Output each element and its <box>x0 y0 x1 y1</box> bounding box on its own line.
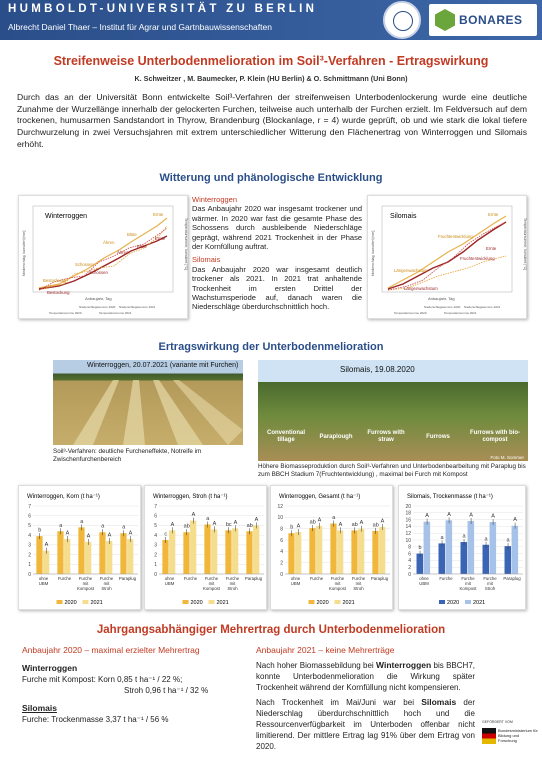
photo1-caption: Soil³-Verfahren: deutliche Furcheneffekte, Notreife im Zwischenfurchenbereich <box>53 448 202 463</box>
chart-3-letter-1-0: A <box>425 513 429 520</box>
right-paragraph-2: Nach Trockenheit im Mai/Juni war bei Silomais der Niederschlag überdurchschnittlich hoch und die Ressourcenverfügbarkeit im Unterboden offenbar nicht limitierend. Der mittlere Ertrag lag 91% über dem Ertrag von 2020. <box>256 697 475 751</box>
chart-2-letter-1-2: A <box>338 521 343 528</box>
chart-0-xtick-0-1: UBM <box>38 581 49 586</box>
chart-3-bar-1-4 <box>512 526 519 574</box>
chart-2-bar-0-1 <box>309 528 315 574</box>
chart-3-ytick-0: 0 <box>408 571 411 578</box>
chart-2-ytick-2: 4 <box>280 549 283 556</box>
chart-2-xtick-4-0: Paraplug <box>370 576 389 581</box>
chart-2-xtick-1-0: Furche <box>309 576 324 581</box>
chart-2-legend-swatch-2021 <box>335 600 341 604</box>
chart-3-legend-2020: 2020 <box>447 600 460 606</box>
authors: K. Schweitzer , M. Baumecker, P. Klein (HU Berlin) & O. Schmittmann (Uni Bonn) <box>134 74 408 83</box>
photo2-tag-2: Paraplough <box>319 434 353 440</box>
chart-2-bar-0-0 <box>288 533 294 574</box>
chart-3-ytick-8: 16 <box>405 517 411 524</box>
chart-0-xtick-3-1: mit <box>103 581 110 586</box>
chart-2-bar-1-3 <box>358 529 364 574</box>
chart-1-ytick-7: 7 <box>154 503 157 510</box>
sm-legend-4: Temperatursumme 2021 <box>444 311 477 315</box>
left-sm-line: Furche: Trockenmasse 3,37 t ha⁻¹ / 56 % <box>22 715 169 724</box>
chart-0-ytick-4: 4 <box>28 532 31 539</box>
chart-0-bar-1-2 <box>85 542 91 574</box>
chart-2-xtick-0-0: ohne <box>290 576 301 581</box>
chart-3-bar-1-2 <box>468 521 475 574</box>
chart-2-letter-0-3: ab <box>351 521 358 528</box>
chart-3-letter-0-0: b <box>418 545 422 552</box>
photo2-tag-4: Furrows <box>426 434 450 440</box>
chart-0-letter-1-2: A <box>86 533 91 540</box>
chart-3-bar-1-3 <box>490 522 497 574</box>
photo-winterroggen <box>53 360 243 445</box>
chart-1-letter-0-3: bc <box>225 521 232 528</box>
chart-2-ytick-3: 6 <box>280 537 283 544</box>
chart-1-xtick-3-1: mit <box>229 581 236 586</box>
wr-stage-2021-1: Bestockung <box>47 290 70 295</box>
chart-0-xtick-0-0: ohne <box>38 576 49 581</box>
chart-2-xtick-2-2: Kompost <box>329 586 346 591</box>
chart-1-xtick-0-1: UBM <box>164 581 175 586</box>
chart-3-bar-0-2 <box>461 542 468 574</box>
chart-3-ytick-3: 6 <box>408 551 411 558</box>
chart-2-bar-0-2 <box>330 524 336 574</box>
photo-winterroggen-furrows <box>53 360 243 445</box>
university-name: HUMBOLDT-UNIVERSITÄT ZU BERLIN <box>8 3 318 15</box>
chart-0-bar-1-1 <box>64 539 70 574</box>
chart-1-legend-swatch-2021 <box>209 600 215 604</box>
chart-2-ytick-5: 10 <box>277 515 283 522</box>
chart-0-legend-2021: 2021 <box>90 600 103 606</box>
chart-1-bar-1-2 <box>211 529 217 574</box>
wr-stage-2021-2: Schossen <box>89 270 108 275</box>
chart-0-letter-0-2: a <box>80 518 84 525</box>
chart-1-bar-0-1 <box>183 532 189 574</box>
chart-2-letter-1-4: A <box>380 518 385 525</box>
chart-3-ytick-1: 2 <box>408 565 411 571</box>
chart-2-bar-0-3 <box>351 530 357 574</box>
bar-chart-wr-korn-svg <box>19 486 142 611</box>
chart-2-ytick-1: 2 <box>280 560 283 567</box>
poster-title: Streifenweise Unterbodenmelioration im Soil³-Verfahren - Ertragswirkung <box>53 54 489 68</box>
wr-y-right: Temperatursumme, kumuliert [°C] <box>184 218 188 271</box>
left-head: Anbaujahr 2020 – maximal erzielter Mehrertrag <box>22 645 200 655</box>
chart-2-letter-1-1: A <box>317 517 322 524</box>
chart-0-xtick-2-1: mit <box>82 581 89 586</box>
chart-3-xtick-1-0: Furche <box>439 576 453 581</box>
sm-stage-2021-3: Ernte <box>486 246 497 251</box>
chart-0-bar-0-2 <box>78 527 84 574</box>
chart-3-ytick-5: 10 <box>405 537 411 544</box>
sm-stage-2020-1: Längenwachstum <box>394 268 428 273</box>
bar-chart-wr-stroh-svg <box>145 486 268 611</box>
wr-x-label: Anbaujahr, Tag <box>85 296 112 301</box>
pheno-text <box>192 195 362 312</box>
chart-1-bar-0-0 <box>162 540 168 574</box>
chart-2-xtick-3-1: mit <box>355 581 362 586</box>
chart-3-bar-1-1 <box>446 520 453 574</box>
wr-chart-title: Winterroggen <box>45 213 88 220</box>
chart-2-letter-0-0: b <box>290 524 294 531</box>
left-wr-line1: Furche mit Kompost: Korn 0,85 t ha⁻¹ / 22 %; <box>22 675 183 684</box>
wr-stage-2020-5: Ernte <box>153 212 164 217</box>
chart-0-letter-0-1: a <box>59 522 63 529</box>
bonares-logo: BONARES <box>429 4 537 36</box>
chart-3-letter-0-2: a <box>462 533 466 540</box>
sm-legend-1: Niederschlagssumme 2020 <box>424 305 461 309</box>
chart-3-xtick-4-0: Paraplug <box>503 576 521 581</box>
chart-2-bar-1-2 <box>337 530 343 574</box>
chart-1-bar-1-0 <box>169 530 175 574</box>
chart-0-letter-0-0: b <box>38 527 42 534</box>
chart-1-letter-1-0: A <box>170 521 175 528</box>
sm-stage-2021-1: Längenwachstum <box>404 286 438 291</box>
chart-3-letter-1-4: A <box>513 517 517 524</box>
chart-2-ytick-6: 12 <box>277 503 283 510</box>
chart-1-bar-1-1 <box>190 521 196 574</box>
chart-0-ytick-5: 5 <box>28 523 31 530</box>
chart-3-title: Silomais, Trockenmasse (t ha⁻¹) <box>407 494 493 500</box>
pheno-chart-silomais <box>367 195 527 319</box>
wr-legend-2: Niederschlagssumme 2021 <box>119 305 156 309</box>
chart-3-ytick-9: 18 <box>405 510 411 517</box>
chart-3-ytick-10: 20 <box>405 503 411 510</box>
chart-0-bar-0-0 <box>36 536 42 574</box>
chart-1-bar-0-2 <box>204 524 210 574</box>
chart-3-legend-swatch-2020 <box>439 600 445 604</box>
chart-3-letter-1-2: A <box>469 512 473 519</box>
chart-2-legend-2021: 2021 <box>342 600 355 606</box>
chart-0-ytick-7: 7 <box>28 503 31 510</box>
chart-2-ytick-0: 0 <box>280 571 283 578</box>
sm-x-label: Anbaujahr, Tag <box>428 296 455 301</box>
chart-3-letter-1-1: A <box>447 511 451 518</box>
chart-3-bar-1-0 <box>424 522 431 574</box>
wr-y-left: Niederschlag, kumuliert [mm] <box>22 230 26 276</box>
sm-legend-2: Niederschlagssumme 2021 <box>464 305 501 309</box>
chart-1-xtick-3-2: Stroh <box>227 586 238 591</box>
chart-2-letter-1-3: A <box>359 520 364 527</box>
chart-1-ytick-2: 2 <box>154 552 157 559</box>
section-weather-title: Witterung und phänologische Entwicklung <box>159 172 383 184</box>
chart-2-bar-1-1 <box>316 526 322 574</box>
chart-3-ytick-7: 14 <box>405 524 411 531</box>
chart-1-ytick-6: 6 <box>154 513 157 520</box>
chart-3-legend-2021: 2021 <box>473 600 486 606</box>
chart-1-xtick-1-0: Furche <box>183 576 198 581</box>
chart-1-letter-1-2: A <box>212 520 217 527</box>
wr-stage-2020-3: Ähren <box>103 240 115 245</box>
chart-0-bar-1-4 <box>127 539 133 574</box>
chart-3-ytick-2: 4 <box>408 558 411 565</box>
chart-1-legend-2021: 2021 <box>216 600 229 606</box>
right-head: Anbaujahr 2021 – keine Mehrerträge <box>256 645 395 655</box>
chart-3-xtick-2-1: mit <box>465 581 471 586</box>
chart-1-xtick-4-0: Paraplug <box>244 576 263 581</box>
bmbf-logo: GEFÖRDERT VOM Bundesministerium für Bildung und Forschung <box>478 718 540 766</box>
chart-0-letter-1-1: A <box>65 530 70 537</box>
chart-1-bar-1-3 <box>232 528 238 574</box>
chart-1-bar-0-3 <box>225 530 231 574</box>
wr-legend-3: Temperatursumme 2020 <box>49 311 82 315</box>
chart-3-ytick-6: 12 <box>405 531 411 537</box>
photo-silomais <box>258 360 528 461</box>
wr-legend-1: Niederschlagssumme 2020 <box>79 305 116 309</box>
chart-2-letter-0-1: ab <box>309 519 316 526</box>
pheno-chart-sm-svg <box>368 196 528 320</box>
chart-1-ytick-0: 0 <box>154 571 157 578</box>
chart-3-xtick-3-1: mit <box>487 581 493 586</box>
sm-stage-2021-2: Fruchtentwicklung <box>460 256 495 261</box>
photo2-tag-5: Furrows with bio-compost <box>470 430 520 443</box>
chart-0-bar-0-3 <box>99 532 105 574</box>
chart-0-xtick-2-2: Kompost <box>77 586 94 591</box>
chart-0-xtick-4-0: Paraplug <box>118 576 137 581</box>
bar-chart-silomais-svg <box>399 486 527 611</box>
chart-0-legend-2020: 2020 <box>64 600 77 606</box>
wr-stage-2020-1: Bestockung <box>43 278 66 283</box>
chart-2-bar-0-4 <box>372 531 378 574</box>
chart-2-letter-0-2: a <box>332 515 336 522</box>
wr-stage-2020-4: Blüte <box>127 232 137 237</box>
chart-1-xtick-2-0: Furche <box>204 576 219 581</box>
chart-1-letter-1-4: A <box>254 516 259 523</box>
chart-3-legend-swatch-2021 <box>465 600 471 604</box>
section-yield-title: Ertragswirkung der Unterbodenmelioration <box>158 341 384 353</box>
pheno-chart-winterroggen <box>18 195 188 319</box>
chart-2-title: Winterroggen, Gesamt (t ha⁻¹) <box>279 494 361 500</box>
chart-0-letter-1-4: A <box>128 530 133 537</box>
intro-text: Durch das an der Universität Bonn entwickelte Soil³-Verfahren der streifenweisen Unterbodenlockerung wurde eine deutliche Zunahme der Wurzellänge innerhalb der gelockerten Furchen, teilweise auch unterhalb der Furchen erzielt. Im Feldversuch auf dem trockenen, humusarmen Sandstandort in Thyrow, Brandenburg (Blockanlage, r = 4) wurde geprüft, ob und wie stark die lokal tiefere Durchwurzelung in zwei Versuchsjahren mit extrem unterschiedlicher Witterung den Flächenertrag von Winterroggen und Silomais erhöht. <box>17 92 527 149</box>
chart-1-bar-0-4 <box>246 531 252 574</box>
left-wr-line2: Stroh 0,96 t ha⁻¹ / 32 % <box>124 686 209 695</box>
pheno-sm-body: Das Anbaujahr 2020 war insgesamt deutlich trockener als 2021. In 2021 trat anhaltende Trockenheit im ersten Drittel der Wachstumsperiode auf, danach waren die Niederschläge überdurchschnittlich hoch. <box>192 264 362 312</box>
photo2-tag-3: Furrows with straw <box>367 430 405 443</box>
institute-name: Albrecht Daniel Thaer – Institut für Agrar und Gartnbauwissenschaften <box>8 22 272 32</box>
chart-1-bar-1-4 <box>253 525 259 574</box>
chart-2-ytick-4: 8 <box>280 526 283 533</box>
wr-stage-2021-3: Ähren <box>117 250 129 255</box>
pheno-wr-body: Das Anbaujahr 2020 war insgesamt trockener und wärmer. In 2020 war fast die gesamte Phase des Schossens durch ausbleibende Niederschläge geprägt, während 2021 Trockenheit in der Phase der Kornfüllung auftrat. <box>192 204 362 252</box>
chart-0-letter-0-4: a <box>122 524 126 531</box>
chart-3-xtick-0-1: UBM <box>419 581 429 586</box>
chart-2-letter-1-0: A <box>296 523 301 530</box>
chart-2-bar-1-0 <box>295 532 301 574</box>
sm-temp-2020-line <box>388 216 506 288</box>
bar-chart-silomais <box>398 485 526 610</box>
chart-2-legend-swatch-2020 <box>309 600 315 604</box>
chart-2-xtick-0-1: UBM <box>290 581 301 586</box>
chart-3-bar-0-1 <box>439 543 446 574</box>
bonares-hex-icon <box>435 9 455 31</box>
chart-0-xtick-3-2: Stroh <box>101 586 112 591</box>
chart-1-ytick-5: 5 <box>154 523 157 530</box>
chart-2-letter-0-4: ab <box>372 522 379 529</box>
chart-1-legend-2020: 2020 <box>190 600 203 606</box>
chart-1-xtick-2-1: mit <box>208 581 215 586</box>
chart-1-xtick-3-0: Furche <box>225 576 240 581</box>
chart-0-ytick-0: 0 <box>28 571 31 578</box>
chart-1-legend-swatch-2020 <box>183 600 189 604</box>
chart-0-legend-swatch-2020 <box>57 600 63 604</box>
chart-3-xtick-2-0: Furche <box>461 576 475 581</box>
chart-1-xtick-0-0: ohne <box>164 576 175 581</box>
photo2-credit: Foto M. Sommer <box>490 455 524 460</box>
photo2-caption: Höhere Biomasseproduktion durch Soil³-Verfahren und Unterbodenbearbeitung mit Paraplug bis zum BBCH Stadium 7(Fruchtentwicklung) , maximal bei Furch mit Kompost <box>258 463 526 478</box>
chart-0-title: Winterroggen, Korn (t ha⁻¹) <box>27 494 100 500</box>
chart-2-xtick-3-0: Furche <box>351 576 366 581</box>
chart-2-legend-2020: 2020 <box>316 600 329 606</box>
sm-stage-2020-3: Ernte <box>488 212 499 217</box>
bar-chart-wr-gesamt-svg <box>271 486 394 611</box>
chart-3-xtick-3-0: Furche <box>483 576 497 581</box>
photo2-label: Silomais, 19.08.2020 <box>340 365 415 374</box>
chart-2-xtick-2-1: mit <box>334 581 341 586</box>
chart-3-letter-0-4: a <box>506 537 510 544</box>
chart-1-letter-0-1: ab <box>183 523 190 530</box>
chart-2-xtick-3-2: Stroh <box>353 586 364 591</box>
chart-1-letter-0-0: c <box>164 531 168 538</box>
sm-chart-title: Silomais <box>390 213 417 220</box>
pheno-sm-head: Silomais <box>192 255 221 265</box>
wr-stage-2021-4: Blüte <box>137 244 147 249</box>
pheno-chart-wr-svg <box>19 196 189 320</box>
photo2-tag-1: Conventional tillage <box>266 430 305 443</box>
chart-1-ytick-4: 4 <box>154 532 157 539</box>
chart-3-bar-0-3 <box>483 545 490 574</box>
federal-eagle-icon <box>482 728 496 744</box>
sm-legend-3: Temperatursumme 2020 <box>394 311 427 315</box>
wr-legend-4: Temperatursumme 2021 <box>99 311 132 315</box>
chart-0-letter-1-3: A <box>107 532 112 539</box>
pheno-wr-head: Winterroggen <box>192 195 238 204</box>
sm-y-right: Temperatursumme, kumuliert [°C] <box>523 218 527 271</box>
wr-stage-2021-5: Ernte <box>155 236 166 241</box>
chart-0-bar-0-4 <box>120 533 126 574</box>
header-bar <box>0 0 542 40</box>
right-paragraph-1: Nach hoher Biomassebildung bei Winterroggen bis BBCH7, konnte Unterbodenmelioration die Wirkung später Trockenheit während der Kornfüllung nicht kompensieren. <box>256 660 475 692</box>
chart-3-xtick-0-0: ohne <box>419 576 429 581</box>
chart-1-letter-1-3: A <box>233 519 238 526</box>
bar-chart-wr-gesamt <box>270 485 393 610</box>
chart-1-ytick-1: 1 <box>154 562 157 569</box>
chart-1-xtick-2-2: Kompost <box>203 586 220 591</box>
sm-stage-2020-2: Fruchtentwicklung <box>438 234 473 239</box>
chart-0-letter-0-3: a <box>101 523 105 530</box>
chart-3-ytick-4: 8 <box>408 544 411 551</box>
chart-0-letter-1-0: A <box>44 542 49 549</box>
chart-0-bar-1-0 <box>43 551 49 574</box>
chart-1-letter-0-2: a <box>206 515 210 522</box>
chart-2-bar-1-4 <box>379 527 385 574</box>
left-sm-title: Silomais <box>22 703 57 713</box>
chart-1-letter-0-4: ab <box>246 522 253 529</box>
left-column <box>22 645 254 725</box>
chart-0-legend-swatch-2021 <box>83 600 89 604</box>
bar-chart-wr-stroh <box>144 485 267 610</box>
sm-prec-2020-line <box>388 256 506 290</box>
right-column <box>256 645 475 752</box>
university-seal-icon <box>383 1 421 39</box>
chart-0-ytick-1: 1 <box>28 562 31 569</box>
section-mehrertrag-title: Jahrgangsabhängiger Mehrertrag durch Unterbodenmelioration <box>96 624 446 636</box>
chart-2-xtick-2-0: Furche <box>330 576 345 581</box>
chart-3-bar-0-0 <box>417 554 424 574</box>
chart-3-letter-0-1: a <box>440 534 444 541</box>
chart-3-bar-0-4 <box>505 546 512 574</box>
chart-3-xtick-2-2: Kompost <box>459 586 477 591</box>
chart-0-ytick-3: 3 <box>28 542 31 549</box>
chart-3-letter-0-3: a <box>484 536 488 543</box>
left-wr-title: Winterroggen <box>22 663 78 673</box>
chart-0-xtick-3-0: Furche <box>99 576 114 581</box>
chart-3-xtick-3-2: Stroh <box>484 586 496 591</box>
chart-0-xtick-1-0: Furche <box>57 576 72 581</box>
chart-1-title: Winterroggen, Stroh (t ha⁻¹) <box>153 494 228 500</box>
chart-0-xtick-2-0: Furche <box>78 576 93 581</box>
photo1-label: Winterroggen, 20.07.2021 (variante mit Furchen) <box>87 362 239 369</box>
sm-y-left: Niederschlag, kumuliert [mm] <box>371 230 375 276</box>
chart-0-bar-1-3 <box>106 541 112 574</box>
chart-1-ytick-3: 3 <box>154 542 157 549</box>
bar-chart-wr-korn <box>18 485 141 610</box>
chart-0-ytick-2: 2 <box>28 552 31 559</box>
wr-stage-2020-2: Schossen <box>75 262 94 267</box>
chart-3-letter-1-3: A <box>491 513 495 520</box>
chart-0-ytick-6: 6 <box>28 513 31 520</box>
chart-0-bar-0-1 <box>57 531 63 574</box>
chart-1-letter-1-1: A <box>191 512 196 519</box>
